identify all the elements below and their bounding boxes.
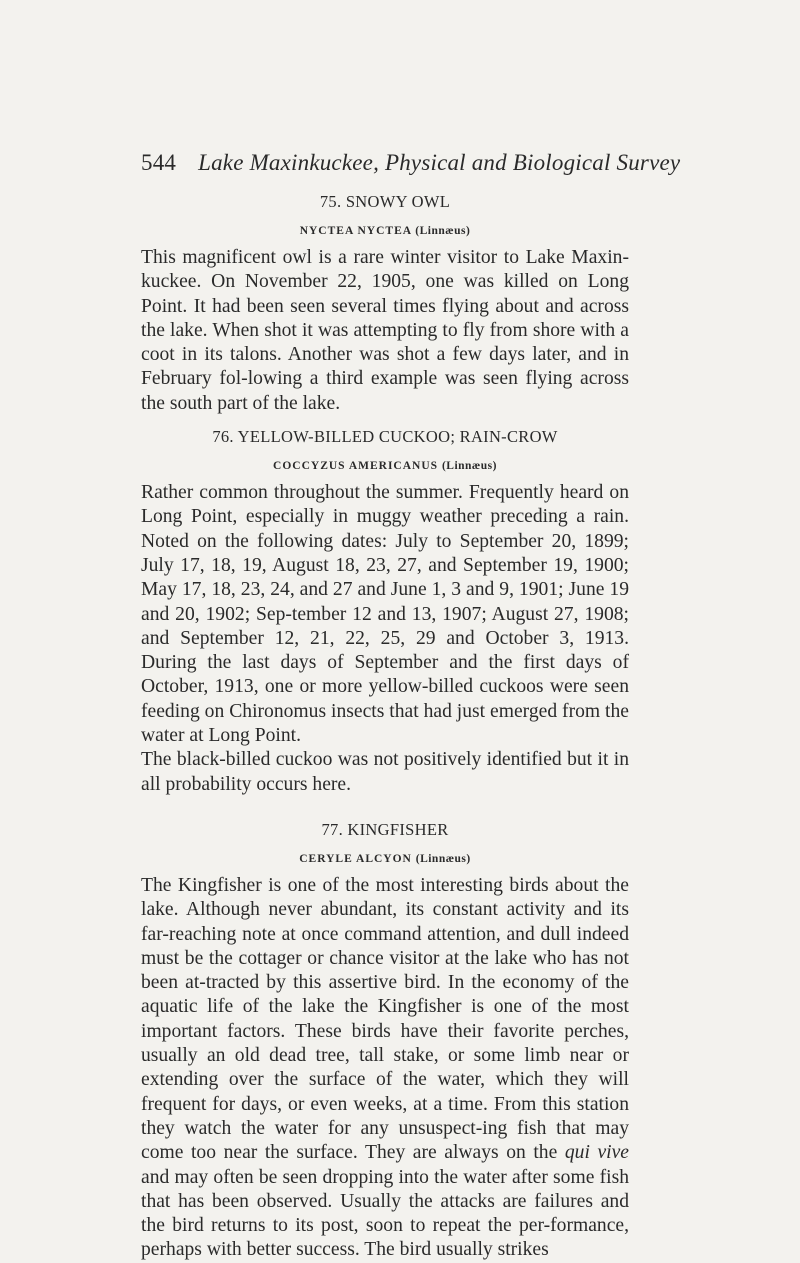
species-heading: 77. KINGFISHER [321,819,449,839]
italic-phrase: qui vive [564,1142,629,1164]
scientific-name: CERYLE ALCYON [299,852,412,865]
scientific-name: COCCYZUS AMERICANUS [273,460,439,473]
paragraph [141,874,629,1263]
scientific-name: NYCTEA NYCTEA [299,225,412,237]
taxon-authority: (Linnæus) [415,225,471,237]
species-heading: 75. SNOWY OWL [319,192,451,211]
running-head [141,150,681,176]
page-body [141,191,629,1263]
paragraph: This magnificent owl is a rare winter visitor to Lake Maxin-kuckee. On November 22, 1905, one was killed on Long Point. It had been seen several times flying about and across the lake. When shot it was attempting to fly from shore with a coot in its talons. Another was shot a few days later, and in February fol-lowing a third example was seen flying across the south part of the lake. [141,247,629,414]
scientific-name-line [141,457,629,475]
taxon-authority: (Linnæus) [415,852,471,865]
paragraph: Rather common throughout the summer. Frequently heard on Long Point, especially in muggy weather preceding a rain. Noted on the following dates: July to September 20, 1899; July 17, 18, 19, August 18, 23, 27, and September 19, 1900; May 17, 18, 23, 24, and 27 and June 1, 3 and 9, 1901; June 19 and 20, 1902; Sep-tember 12 and 13, 1907; August 27, 1908; and September 12, 21, 22, 25, 29 and October 3, 1913. During the last days of September and the first days of October, 1913, one or more yellow-billed cuckoos were seen feeding on Chironomus insects that had just emerged from the water at Long Point. [141,482,629,747]
taxon-authority: (Linnæus) [441,460,497,473]
book-title: Lake Maxinkuckee, Physical and Biological Survey [198,150,681,175]
scientific-name-line [141,222,629,240]
paragraph-text-tail: and may often be seen dropping into the water after some fish that has been observed. Usually the attacks are failures and the bird returns to its post, soon to repeat the per-formance, perhaps with better success. The bird usually strikes [141,1166,629,1261]
page-number: 544 [141,150,177,175]
paragraph-text: The Kingfisher is one of the most interesting birds about the lake. Although never abundant, its constant activity and its far-reaching note at once command attention, and dull indeed must be the cottager or chance visitor at the lake who has not been at-tracted by this assertive bird. In the economy of the aquatic life of the lake the Kingfisher is one of the most important factors. These birds have their favorite perches, usually an old dead tree, tall stake, or some limb near or extending over the surface of the water, which they will frequent for days, or even weeks, at a time. From this station they watch the water for any unsuspect-ing fish that may come too near the surface. They are always on the [141,874,629,1164]
scientific-name-line [141,850,629,868]
species-entry-kingfisher [141,819,629,1263]
paragraph: The black-billed cuckoo was not positively identified but it in all probability occurs here. [141,749,629,795]
species-entry-snowy-owl [141,191,629,416]
species-entry-yellow-billed-cuckoo [141,426,629,797]
species-heading: 76. YELLOW-BILLED CUCKOO; RAIN-CROW [212,427,558,447]
